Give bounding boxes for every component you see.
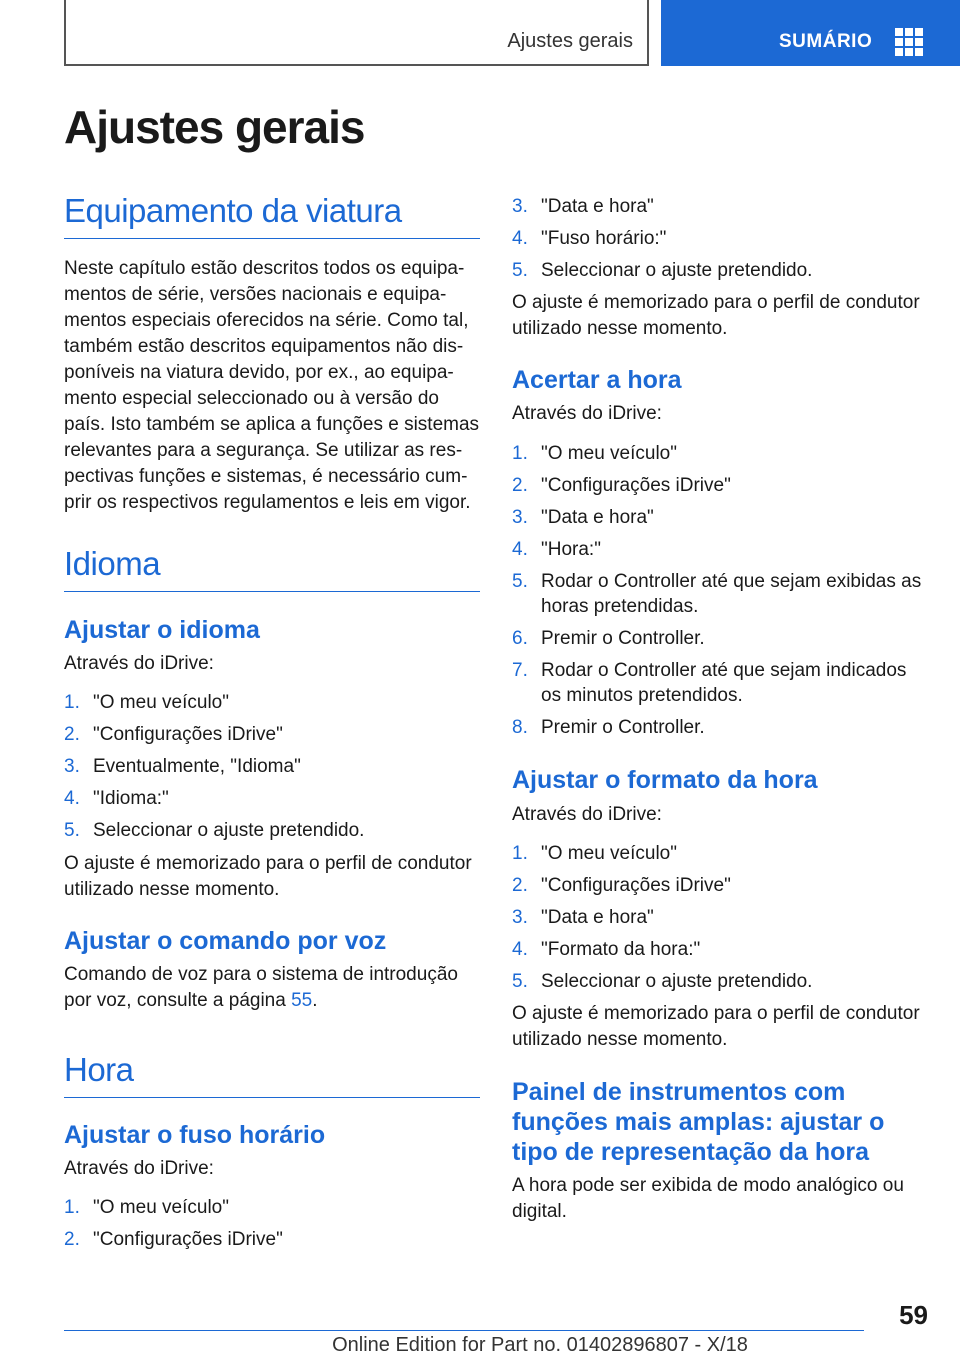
voz-text: Comando de voz para o sistema de introdução por voz, consulte a página 55. (64, 964, 458, 1011)
list-item: 2. "Configurações iDrive" (64, 724, 283, 745)
list-item: 2. "Configurações iDrive" (512, 875, 731, 896)
list-item: 4. "Formato da hora:" (512, 939, 701, 960)
header-section-title: Ajustes gerais (507, 30, 633, 52)
list-item: 2. "Configurações iDrive" (64, 1229, 283, 1250)
fuso-intro: Através do iDrive: (64, 1158, 214, 1179)
idioma-intro: Através do iDrive: (64, 653, 214, 674)
formato-note: O ajuste é memorizado para o perfil de condutor utilizado nesse momento. (512, 1003, 920, 1050)
list-item: 2. "Configurações iDrive" (512, 475, 731, 496)
equipamento-text: Neste capítulo estão descritos todos os equipa-mentos de série, versões nacionais e equipa-mentos especiais oferecidos na série. Como tal, também estão descritos equipamentos não dis-poníveis na viatura devido, por ex., ao equipa-mento especial seleccionado ou à versão do país. Isto também se aplica a funções e sistemas relevantes para a segurança. Se utilizar as res-pectivas funções e sistemas, é necessário cum-prir os respectivos regulamentos e leis em vigor. (64, 258, 480, 513)
formato-intro: Através do iDrive: (512, 804, 662, 825)
list-item: 4. "Fuso horário:" (512, 228, 667, 249)
fuso-note: O ajuste é memorizado para o perfil de condutor utilizado nesse momento. (512, 292, 920, 339)
heading-painel-instrumentos: Painel de instrumentos com funções mais amplas: ajustar o tipo de representação da hora (512, 1078, 885, 1166)
list-item: 3. "Data e hora" (512, 196, 654, 217)
grid-icon (895, 28, 923, 56)
heading-equipamento: Equipamento da viatura (64, 192, 480, 239)
heading-hora: Hora (64, 1051, 480, 1098)
list-item: 4. "Idioma:" (64, 788, 169, 809)
list-item: 5. Seleccionar o ajuste pretendido. (512, 260, 813, 281)
list-item: 5. Rodar o Controller até que sejam exibidas as horas pretendidas. (512, 571, 922, 617)
acertar-steps (512, 441, 928, 747)
header-section-tab (64, 0, 649, 66)
footer-divider (64, 1330, 864, 1331)
painel-text: A hora pode ser exibida de modo analógico ou digital. (512, 1175, 904, 1222)
list-item: 5. Seleccionar o ajuste pretendido. (512, 971, 813, 992)
page-link[interactable]: 55 (291, 990, 313, 1011)
heading-ajustar-idioma: Ajustar o idioma (64, 616, 260, 644)
idioma-steps (64, 690, 480, 850)
heading-comando-voz: Ajustar o comando por voz (64, 927, 387, 955)
footer-edition: Online Edition for Part no. 01402896807 - X/18 (332, 1334, 748, 1356)
heading-formato-hora: Ajustar o formato da hora (512, 766, 818, 794)
sumario-button[interactable] (661, 0, 960, 66)
list-item: 6. Premir o Controller. (512, 628, 705, 649)
list-item: 7. Rodar o Controller até que sejam indicados os minutos pretendidos. (512, 660, 907, 706)
list-item: 1. "O meu veículo" (64, 1197, 229, 1218)
acertar-intro: Através do iDrive: (512, 403, 662, 424)
list-item: 1. "O meu veículo" (512, 843, 677, 864)
idioma-note: O ajuste é memorizado para o perfil de condutor utilizado nesse momento. (64, 853, 472, 900)
list-item: 1. "O meu veículo" (512, 443, 677, 464)
heading-idioma: Idioma (64, 545, 480, 592)
page-title: Ajustes gerais (64, 101, 365, 153)
fuso-steps-continued (512, 194, 928, 290)
list-item: 3. Eventualmente, "Idioma" (64, 756, 301, 777)
sumario-label: SUMÁRIO (779, 31, 873, 52)
list-item: 8. Premir o Controller. (512, 717, 705, 738)
list-item: 1. "O meu veículo" (64, 692, 229, 713)
page-number: 59 (899, 1300, 928, 1330)
fuso-steps (64, 1195, 480, 1259)
heading-acertar-hora: Acertar a hora (512, 366, 682, 394)
list-item: 5. Seleccionar o ajuste pretendido. (64, 820, 365, 841)
list-item: 4. "Hora:" (512, 539, 601, 560)
heading-fuso-horario: Ajustar o fuso horário (64, 1121, 326, 1149)
list-item: 3. "Data e hora" (512, 507, 654, 528)
formato-steps (512, 841, 928, 1001)
list-item: 3. "Data e hora" (512, 907, 654, 928)
